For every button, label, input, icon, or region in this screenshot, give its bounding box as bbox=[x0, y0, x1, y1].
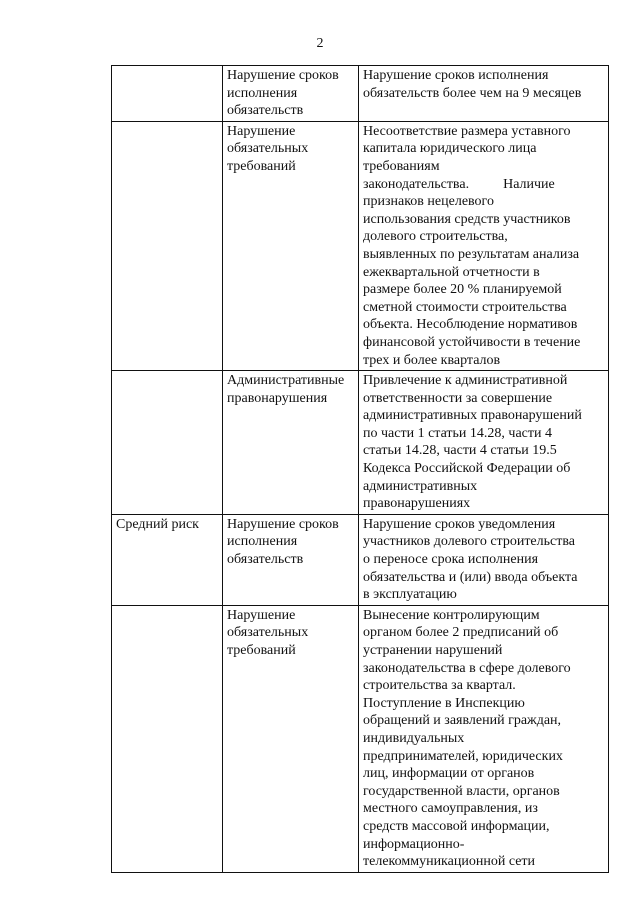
violation-category-cell: Нарушение обязательных требований bbox=[223, 121, 359, 370]
risk-level-cell bbox=[112, 121, 223, 370]
risk-criterion-cell: Вынесение контролирующим органом более 2 предписаний об устранении нарушений законодательства в сфере долевого строительства за квартал. Поступление в Инспекцию обращений и заявлений граждан, индивидуальных предпринимателей, юридических лиц, информации от органов государственной власти, органов местного самоуправления, из средств массовой информации, информационно- телекоммуникационной сети bbox=[359, 605, 609, 872]
table-row bbox=[112, 66, 609, 122]
risk-criterion-cell: Нарушение сроков уведомления участников долевого строительства о переносе срока исполнения обязательства и (или) ввода объекта в эксплуатацию bbox=[359, 514, 609, 605]
risk-level-cell bbox=[112, 66, 223, 122]
table-row bbox=[112, 514, 609, 605]
risk-criterion-cell: Нарушение сроков исполнения обязательств более чем на 9 месяцев bbox=[359, 66, 609, 122]
violation-category-cell: Административные правонарушения bbox=[223, 371, 359, 515]
risk-level-cell bbox=[112, 371, 223, 515]
risk-level-cell bbox=[112, 605, 223, 872]
table-row bbox=[112, 121, 609, 370]
risk-level-cell: Средний риск bbox=[112, 514, 223, 605]
table-row bbox=[112, 371, 609, 515]
violation-category-cell: Нарушение обязательных требований bbox=[223, 605, 359, 872]
violation-category-cell: Нарушение сроков исполнения обязательств bbox=[223, 66, 359, 122]
risk-criterion-cell: Привлечение к административной ответственности за совершение административных правонарушений по части 1 статьи 14.28, части 4 статьи 14.28, части 4 статьи 19.5 Кодекса Российской Федерации об административных правонарушениях bbox=[359, 371, 609, 515]
risk-criterion-cell: Несоответствие размера уставного капитала юридического лица требованиям законодательства. Наличие признаков нецелевого использования средств участников долевого строительства, выявленных по результатам анализа ежеквартальной отчетности в размере более 20 % планируемой сметной стоимости строительства объекта. Несоблюдение нормативов финансовой устойчивости в течение трех и более кварталов bbox=[359, 121, 609, 370]
violation-category-cell: Нарушение сроков исполнения обязательств bbox=[223, 514, 359, 605]
page-number: 2 bbox=[316, 36, 324, 51]
risk-criteria-table bbox=[111, 65, 609, 873]
table-row bbox=[112, 605, 609, 872]
